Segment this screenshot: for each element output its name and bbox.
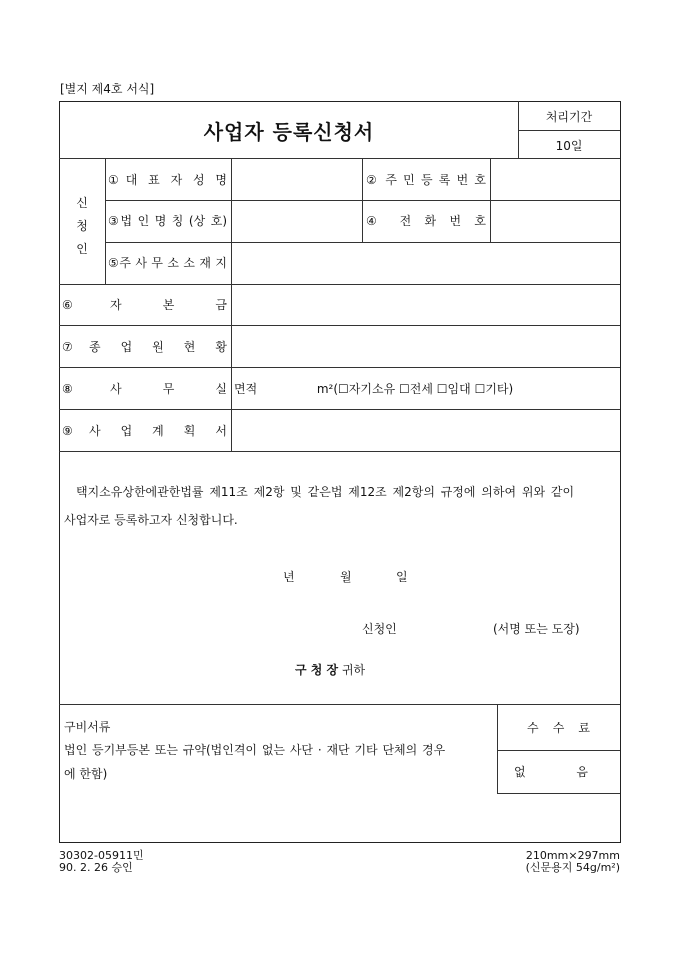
office-addr-field[interactable] bbox=[232, 243, 619, 283]
office-label: ⑧사 무 실 bbox=[62, 382, 227, 396]
area-label: 면적 bbox=[234, 382, 258, 396]
fee-label: 수 수 료 bbox=[527, 721, 590, 735]
applicant-sign-label: 신청인 bbox=[362, 622, 397, 636]
plan-field[interactable] bbox=[232, 410, 619, 450]
option-own: 자기소유 bbox=[348, 382, 396, 396]
form-title: 사업자 등록신청서 bbox=[203, 120, 375, 144]
processing-value: 10일 bbox=[555, 139, 583, 153]
employees-label: ⑦종 업 원 현 황 bbox=[62, 340, 227, 354]
checkbox-jeonse[interactable]: ☐ bbox=[399, 382, 410, 396]
char: 인 bbox=[76, 242, 88, 256]
office-details bbox=[234, 382, 513, 396]
declaration-line1: 택지소유상한에관한법률 제11조 제2항 및 같은법 제12조 제2항의 규정에 의하여 위와 같이 bbox=[76, 485, 575, 499]
checkbox-own[interactable]: ☐ bbox=[338, 382, 349, 396]
office-addr-label: ⑤주 사 무 소 소 재 지 bbox=[108, 256, 227, 270]
phone-label: ④ 전 화 번 호 bbox=[366, 214, 486, 228]
resident-no-field[interactable] bbox=[491, 159, 619, 199]
applicant-group-label bbox=[59, 192, 105, 261]
option-jeonse: 전세 bbox=[409, 382, 433, 396]
rep-name-label: ①대 표 자 성 명 bbox=[108, 173, 227, 187]
corp-name-label: ③법 인 명 칭 (상 호) bbox=[108, 214, 227, 228]
option-lease: 임대 bbox=[447, 382, 471, 396]
area-unit: m²( bbox=[316, 382, 339, 396]
corp-name-field[interactable] bbox=[232, 201, 361, 241]
declaration-line2: 사업자로 등록하고자 신청합니다. bbox=[64, 513, 238, 527]
form-number: [별지 제4호 서식] bbox=[60, 82, 155, 96]
capital-field[interactable] bbox=[232, 285, 619, 324]
paper-type: (신문용지 54g/m²) bbox=[525, 861, 620, 874]
fee-value: 없 음 bbox=[514, 765, 588, 779]
char: 청 bbox=[76, 219, 88, 233]
option-other: 기타) bbox=[485, 382, 514, 396]
employees-field[interactable] bbox=[232, 326, 619, 366]
checkbox-other[interactable]: ☐ bbox=[474, 382, 486, 396]
checkbox-lease[interactable]: ☐ bbox=[436, 382, 448, 396]
documents-label: 구비서류 bbox=[64, 720, 111, 734]
documents-line2: 에 한함) bbox=[64, 767, 108, 781]
plan-label: ⑨사 업 계 획 서 bbox=[62, 424, 227, 438]
approval-date: 90. 2. 26 승인 bbox=[59, 861, 133, 874]
paper-size: 210mm×297mm bbox=[525, 849, 620, 862]
recipient-honorific: 귀하 bbox=[341, 663, 366, 677]
footer-left bbox=[59, 850, 144, 874]
documents-line1: 법인 등기부등본 또는 규약(법인격이 없는 사단 · 재단 기타 단체의 경우 bbox=[64, 743, 446, 757]
day-label: 일 bbox=[396, 570, 408, 584]
phone-field[interactable] bbox=[491, 201, 619, 241]
signature-label: (서명 또는 도장) bbox=[493, 622, 580, 636]
char: 신 bbox=[76, 196, 88, 210]
processing-label: 처리기간 bbox=[545, 110, 593, 124]
form-code: 30302-05911민 bbox=[59, 849, 144, 862]
recipient-name: 구 청 장 bbox=[295, 663, 339, 677]
rep-name-field[interactable] bbox=[232, 159, 361, 199]
month-label: 월 bbox=[340, 570, 352, 584]
resident-no-label: ② 주 민 등 록 번 호 bbox=[366, 173, 486, 187]
footer-right bbox=[480, 850, 620, 874]
year-label: 년 bbox=[283, 570, 295, 584]
capital-label: ⑥자 본 금 bbox=[62, 298, 227, 312]
recipient bbox=[295, 661, 365, 678]
